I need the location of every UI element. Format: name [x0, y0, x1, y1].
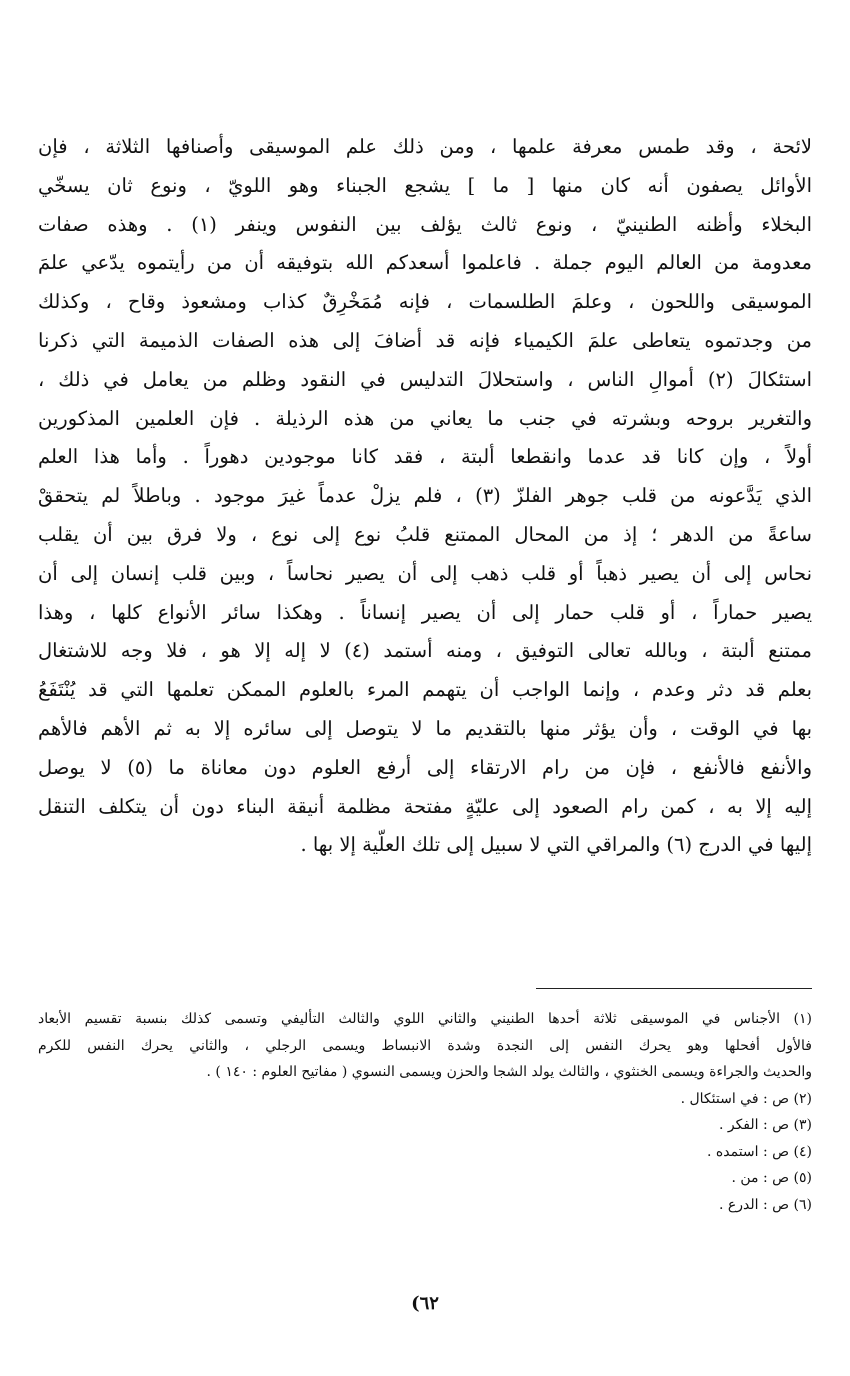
text-line: نحاس إلى أن يصير ذهباً أو قلب ذهب إلى أن يصير نحاساً ، وبين قلب إنسان إلى أن [38, 561, 812, 585]
footnotes [38, 1006, 812, 1218]
text-line: بعلم قد دثر وعدم ، وإنما الواجب أن يتهمم المرء بالعلوم الممكن تعلمها التي قد يُنْتَفَعُ [38, 678, 812, 702]
text-line: يصير حماراً ، أو قلب حمار إلى أن يصير إنساناً . وهكذا سائر الأنواع كلها ، وهذا [38, 600, 812, 624]
text-line: ساعةً من الدهر ؛ إذ من المحال الممتنع قلبُ نوع إلى نوع ، ولا فرق بين أن يقلب [38, 522, 812, 546]
text-line: إليها في الدرج (٦) والمراقي التي لا سبيل إلى تلك العلّية إلا بها . [300, 833, 812, 857]
text-line: الموسيقى واللحون ، وعلمَ الطلسمات ، فإنه مُمَخْرِقٌ كذاب ومشعوذ وقاح ، وكذلك [38, 290, 812, 314]
text-line: البخلاء وأظنه الطنينيّ ، ونوع ثالث يؤلف بين النفوس وينفر (١) . وهذه صفات [38, 212, 812, 236]
footnote-line: فالأول أفحلها وهو يحرك النفس إلى النجدة وشدة الانبساط ويسمى الرجلي ، والثاني يحرك النفس للكرم [38, 1037, 812, 1054]
footnote-line: (٦) ص : الدرع . [719, 1196, 812, 1213]
text-line: معدومة من العالم اليوم جملة . فاعلموا أسعدكم الله بتوفيقه أن من رأيتموه يدّعي علمَ [38, 251, 812, 275]
text-line: استئكالَ (٢) أموالِ الناس ، واستحلالَ التدليس في النقود وظلم من يعامل في ذلك ، [38, 367, 812, 391]
footnote-line: (٥) ص : من . [731, 1170, 812, 1186]
main-text [38, 128, 812, 865]
footnote-line: (٣) ص : الفكر . [718, 1117, 812, 1133]
text-line: والتغرير بروحه وبشرته في جنب ما يعاني من هذه الرذيلة . فإن العلمين المذكورين [38, 406, 812, 430]
footnote-line: (١) الأجناس في الموسيقى ثلاثة أحدها الطنيني والثاني اللوي والثالث التأليفي وتسمى كذلك بنسبة تقسيم الأبعاد [38, 1011, 812, 1027]
footnote-divider [536, 988, 812, 989]
footnote-line: (٢) ص : في استئكال . [680, 1090, 812, 1107]
text-line: أولاً ، وإن كانا قد عدما وانقطعا ألبتة ، فقد كانا موجودين دهوراً . وأما هذا العلم [38, 445, 812, 469]
text-line: ممتنع ألبتة ، وبالله تعالى التوفيق ، ومنه أستمد (٤) لا إله إلا هو ، فلا وجه للاشتغال [38, 639, 812, 663]
text-line: والأنفع فالأنفع ، فإن من رام الارتقاء إلى أرفع العلوم دون معاناة ما (٥) لا يوصل [38, 755, 812, 779]
text-line: بها في الوقت ، وأن يؤثر منها بالتقديم ما لا يتوصل إلى سائره إلا به ثم الأهم فالأهم [38, 716, 812, 740]
footnote-line: (٤) ص : استمده . [707, 1143, 812, 1160]
text-line: إليه إلا به ، كمن رام الصعود إلى عليّةٍ مفتحة مظلمة أنيقة البناء دون أن يتكلف التنقل [38, 794, 812, 818]
text-line: الذي يَدَّعونه من قلب جوهر الفلزّ (٣) ، فلم يزلْ عدماً غيرَ موجود . وباطلاً لم يتحققْ [38, 484, 812, 508]
text-line: من وجدتموه يتعاطى علمَ الكيمياء فإنه قد أضافَ إلى هذه الصفات الذميمة التي ذكرنا [38, 328, 812, 352]
text-line: لائحة ، وقد طمس معرفة علمها ، ومن ذلك علم الموسيقى وأصنافها الثلاثة ، فإن [38, 135, 812, 158]
text-line: الأوائل يصفون أنه كان منها [ ما ] يشجع الجبناء وهو اللويّ ، ونوع ثان يسخّي [38, 173, 812, 197]
page-number: ٦٢) [411, 1293, 439, 1314]
footnote-line: والحديث والجراءة ويسمى الخنثوي ، والثالث يولد الشجا والحزن ويسمى النسوي ( مفاتيح العلوم : ١٤٠ ) . [206, 1064, 812, 1080]
